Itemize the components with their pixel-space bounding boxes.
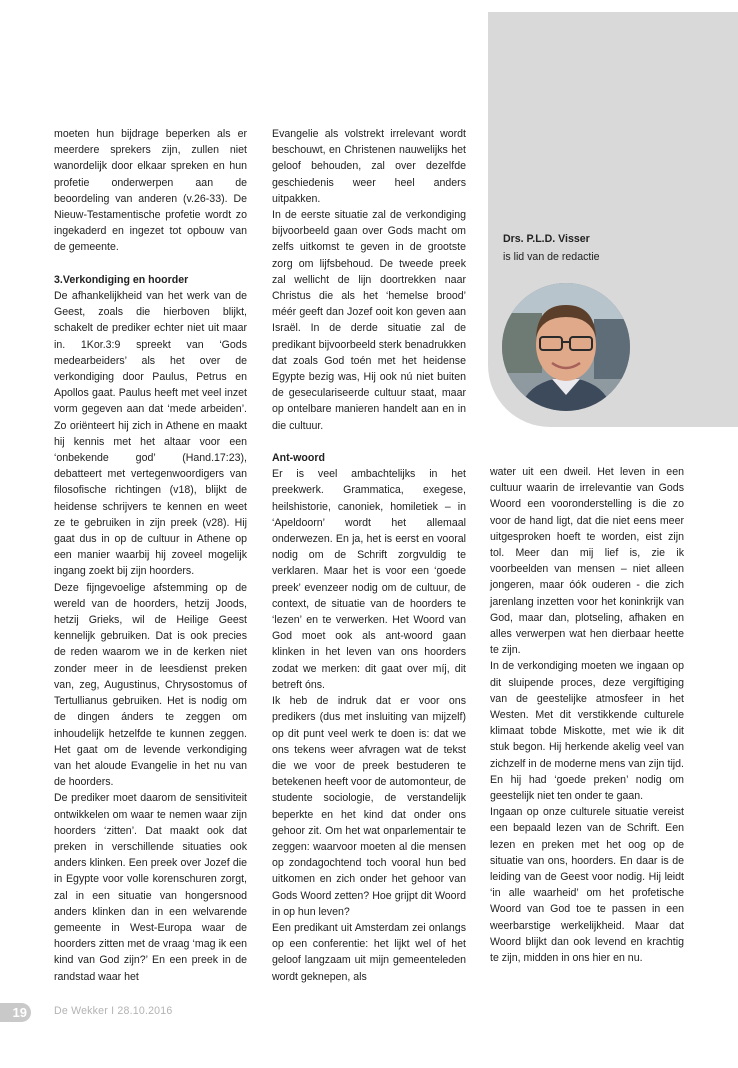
paragraph: Ik heb de indruk dat er voor ons predikers (dus met insluiting van mijzelf) op dit punt veel werk te doen is: dat we ons tekens weer afvragen wat de tekst die we voor de preek bestuderen te betekenen heeft voor de automonteur, de studente sociologie, de verstandelijk beperkte en het kind dat onder ons gehoor zit. Om het wat onparlementair te zeggen: waarvoor moeten al die mensen op zondagochtend toch vooral hun bed uitkomen en zich onder het gehoor van Gods Woord zetten? Hoe grijpt dit Woord in op hun leven?: [272, 695, 466, 918]
paragraph: Evangelie als volstrekt irrelevant wordt beschouwt, en Christenen nauwelijks het geloof behouden, zal over dezelfde geschiedenis weer heel anders uitpakken.: [272, 128, 466, 205]
paragraph: Er is veel ambachtelijks in het preekwerk. Grammatica, exegese, heilshistorie, canoniek, homiletiek – in ‘Apeldoorn’ wordt het allemaal onderwezen. En ja, het is eerst en vooral nodig om de Schrift zorgvuldig te verklaren. Maar het is voor een ‘goede preek’ evenzeer nodig om de cultuur, de context, de situatie van de hoorders te ‘lezen’ en te verwerken. Het Woord van God moet ook als ant-woord gaan klinken in het leven van ons hoorders zodat we merken: dit gaat over míj, dit betreft óns.: [272, 468, 466, 691]
footer-publication: De Wekker I 28.10.2016: [54, 1005, 173, 1017]
article-column-2: [272, 126, 466, 985]
article-column-3: [490, 464, 684, 966]
paragraph: Een predikant uit Amsterdam zei onlangs op een conferentie: het lijkt wel of het geloof langzaam uit mijn gemeenteleden wordt geknepen, als: [272, 921, 466, 983]
author-portrait-illustration: [502, 283, 630, 411]
paragraph: De prediker moet daarom de sensitiviteit ontwikkelen om waar te nemen waar zijn hoorders ‘zitten’. Dat maakt ook dat preken in verschillende situaties ook anders klinken. Een preek over Jozef die in Egypte voor volle korenschuren zorgt, zal in een situatie van hongersnood anders klinken dan in een welvarende gemeente in West-Europa waar de hoorders zitten met de vraag ‘mag ik een kind van God zijn?’ En een preek in de randstad waar het: [54, 792, 247, 983]
paragraph: water uit een dweil. Het leven in een cultuur waarin de irrelevantie van Gods Woord een vooronderstelling is die zo voor de hand ligt, dat die niet eens meer uitgesproken hoeft te worden, eist zijn tol. Meer dan mij lief is, zie ik voorbeelden van mensen – niet alleen jongeren, maar óók ouderen - die zich jarenlang inzetten voor het koninkrijk van God, maar dan, plotseling, afhaken en alles verwerpen wat hen dierbaar heette te zijn.: [490, 466, 684, 657]
paragraph: Ingaan op onze culturele situatie vereist een bepaald lezen van de Schrift. Een lezen en preken met het oog op de situatie van ons, hoorders. En daar is de leiding van de Geest voor nodig. Hij leidt ‘in alle waarheid’ om het profetische Woord van God toe te passen in een weerbarstige werkelijkheid. Maar dat Woord blijkt dan ook levend en krachtig te zijn, midden in ons hier en nu.: [490, 806, 684, 965]
paragraph: Deze fijngevoelige afstemming op de wereld van de hoorders, hetzij Joods, hetzij Grieks, wil de Heilige Geest kennelijk gebruiken. Dat is ook precies de reden waarom we in de kerken niet zonder meer in de leesdienst preken van, zeg, Augustinus, Chrysostomus of Tertullianus gebruiken. Het is nodig om de dingen ánders te zeggen om inhoudelijk hetzelfde te kunnen zeggen. Het gaat om de levende verkondiging van het aloude Evangelie in het nu van de hoorders.: [54, 581, 247, 789]
paragraph: moeten hun bijdrage beperken als er meerdere sprekers zijn, zullen niet wanordelijk door elkaar spreken en hun profetie onderwerpen aan de beoordeling van anderen (v.26-33). De Nieuw-Testamentische profetie wordt zo ingekaderd en ingezet tot opbouw van de gemeente.: [54, 128, 247, 254]
author-avatar: [502, 283, 630, 411]
author-name: Drs. P.L.D. Visser: [503, 233, 590, 245]
paragraph: De afhankelijkheid van het werk van de Geest, zoals die hierboven blijkt, schakelt de prediker echter niet uit maar in. 1Kor.3:9 spreekt van ‘Gods medearbeiders’ als het over de verkondiging door Paulus, Petrus en Apollos gaat. Paulus heeft met veel inzet vorm gegeven aan dat ‘mede arbeiden’. Zo oriënteert hij zich in Athene en maakt hij kennis met het altaar voor een ‘onbekende god’ (Hand.17:23), debatteert met vertegenwoordigers van filosofische richtingen (v18), blijkt de heidense schrijvers te kennen en weet ze te gebruiken in zijn preek (v28). Hij gaat dus in op de cultuur in Athene op een manier waarbij hij zoveel mogelijk ingang zoekt bij zijn hoorders.: [54, 290, 247, 578]
paragraph: In de verkondiging moeten we ingaan op dit sluipende proces, deze vergiftiging van de geestelijke atmosfeer in het Westen. Met dit verstikkende culturele klimaat tobde Miskotte, met wie ik dit stuk begon. Hij herkende akelig veel van zichzelf in de moderne mens van zijn tijd. En hij had ‘goede preken’ nodig om geestelijk niet ten onder te gaan.: [490, 660, 684, 803]
paragraph: In de eerste situatie zal de verkondiging bijvoorbeeld gaan over Gods macht om zelfs uitkomst te geven in de grootste zorg om lijfsbehoud. De tweede preek zal wellicht de lijn doortrekken naar Christus die als het ‘hemelse brood’ méér geeft dan Jozef ooit kon geven aan Israël. In de derde situatie zal de predikant bijvoorbeeld sterk benadrukken dat zoals God toén met het heidense Egypte bezig was, Hij ook nú niet buiten de geseculariseerde cultuur staat, maar op ontelbare manieren handelt aan en in die cultuur.: [272, 209, 466, 432]
page-number-badge: 19: [0, 1003, 31, 1022]
author-role: is lid van de redactie: [503, 251, 600, 263]
article-column-1: [54, 126, 247, 985]
section-heading: 3.Verkondiging en hoorder: [54, 273, 189, 286]
section-heading: Ant-woord: [272, 452, 325, 465]
